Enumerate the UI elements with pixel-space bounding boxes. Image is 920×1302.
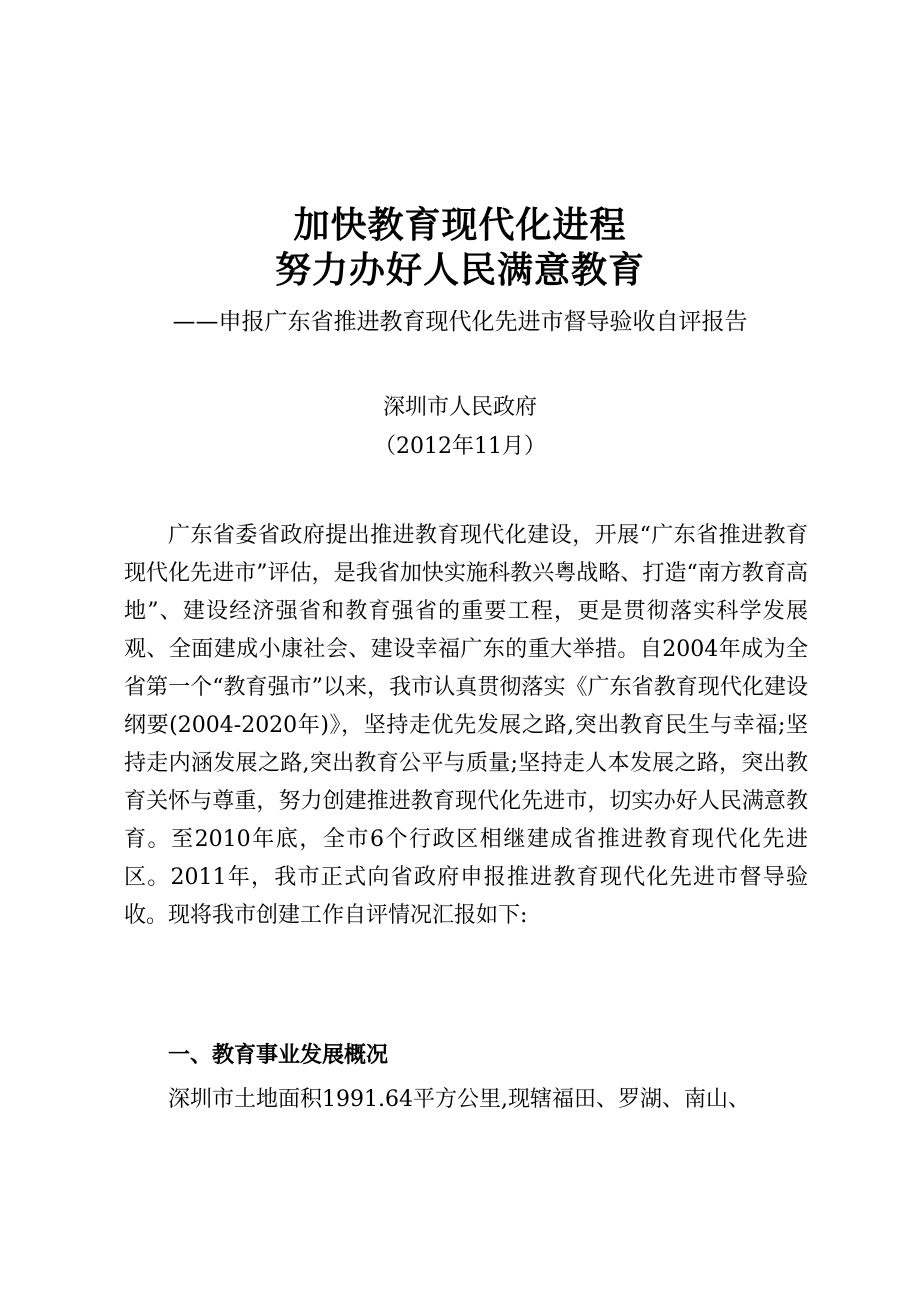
section-heading-1: 一、教育事业发展概况 <box>168 1043 389 1068</box>
author-organization: 深圳市人民政府 <box>382 395 537 420</box>
report-date: （2012年11月） <box>374 434 546 459</box>
subtitle: ——申报广东省推进教育现代化先进市督导验收自评报告 <box>172 309 748 335</box>
intro-paragraph: 广东省委省政府提出推进教育现代化建设，开展“广东省推进教育现代化先进市”评估，是我省加快实施科教兴粤战略、打造“南方教育高地”、建设经济强省和教育强省的重要工程，更是贯彻落实科学发展观、全面建成小康社会、建设幸福广东的重大举措。自2004年成为全省第一个“教育强市”以来，我市认真贯彻落实《广东省教育现代化建设纲要(2004-2020年)》，坚持走优先发展之路,突出教育民生与幸福;坚持走内涵发展之路,突出教育公平与质量;坚持走人本发展之路，突出教育关怀与尊重，努力创建推进教育现代化先进市，切实办好人民满意教育。至2010年底，全市6个行政区相继建成省推进教育现代化先进区。2011年，我市正式向省政府申报推进教育现代化先进市督导验收。现将我市创建工作自评情况汇报如下: <box>124 523 808 928</box>
title-line-1: 加快教育现代化进程 <box>293 205 627 246</box>
title-line-2: 努力办好人民满意教育 <box>274 250 645 291</box>
section-1-paragraph: 深圳市土地面积1991.64平方公里,现辖福田、罗湖、南山、 <box>168 1087 750 1112</box>
